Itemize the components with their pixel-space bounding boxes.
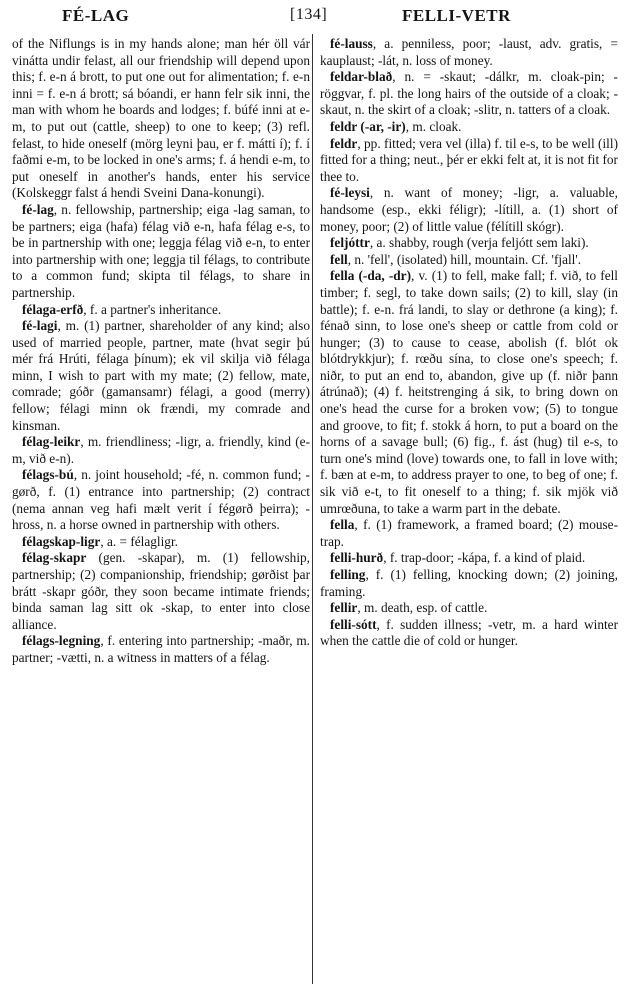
dictionary-entry bbox=[320, 600, 618, 617]
entry-text: (gen. -skapar), m. (1) fellowship, partnership; (2) companionship, friendship; gørðist þar brátt -skapr góðr, they soon became intimate friends; binda saman lag sitt ok -skap, to enter into close alliance. bbox=[12, 550, 310, 632]
entry-headword: fé-lauss bbox=[330, 36, 373, 51]
entry-text: , f. (1) felling, knocking down; (2) joining, framing. bbox=[320, 567, 618, 599]
entry-headword: félaga-erfð bbox=[22, 301, 84, 317]
entry-headword: fella bbox=[330, 517, 355, 533]
dictionary-entry bbox=[320, 252, 618, 269]
dictionary-entry bbox=[320, 235, 618, 252]
entry-text: , m. death, esp. of cattle. bbox=[357, 600, 488, 616]
dictionary-entry bbox=[320, 517, 618, 550]
entry-headword: fé-lag bbox=[22, 201, 54, 217]
entry-headword: fé-leysi bbox=[330, 185, 370, 201]
entry-headword: félag-leikr bbox=[22, 434, 81, 450]
entry-text: of the Niflungs is in my hands alone; man hér öll vár vinátta undir felast, all our friendship will depend upon this; f. e-n á brott, to put one out for alimentation; f. e-n inni = f. e-n á brott; sá bóandi, er hann felr sik inni, the man with whom he boards and lodges; f. búfé inni at e-m, to put out (cattle, sheep) to one to keep; (3) refl. felast, to hide oneself (mörg leyni þau, er f. mátti í); f. í faðmi e-m, to be locked in one's arms; f. á hendi e-m, to put oneself in another's hands, enter his service (Kolskeggr falst á hendi Sveini Dana-konungi). bbox=[12, 36, 310, 201]
dictionary-entry bbox=[12, 302, 310, 319]
dictionary-entry bbox=[320, 617, 618, 650]
entry-headword: fella (-da, -dr) bbox=[330, 268, 412, 284]
entry-text: , pp. fitted; vera vel (illa) f. til e-s, to be well (ill) fitted for a thing; neut., þér er ekki felt at, it is not fit for thee to. bbox=[320, 135, 618, 184]
dictionary-entry bbox=[320, 567, 618, 600]
entry-text: , m. friendliness; -ligr, a. friendly, kind (e-m, við e-n). bbox=[12, 434, 310, 466]
dictionary-entry bbox=[320, 119, 618, 136]
dictionary-entry bbox=[12, 633, 310, 666]
dictionary-entry bbox=[12, 534, 310, 551]
dictionary-entry bbox=[320, 268, 618, 517]
dictionary-entry bbox=[12, 467, 310, 533]
entry-text: , f. (1) framework, a framed board; (2) mouse-trap. bbox=[320, 517, 618, 549]
dictionary-entry bbox=[320, 36, 618, 69]
right-column bbox=[320, 36, 618, 650]
left-column bbox=[12, 36, 310, 667]
page-number: [134] bbox=[290, 6, 328, 23]
entry-text: , m. cloak. bbox=[405, 118, 462, 134]
dictionary-entry bbox=[12, 202, 310, 302]
entry-headword: félag-skapr bbox=[22, 550, 87, 566]
dictionary-entry bbox=[320, 550, 618, 567]
entry-text: , a. penniless, poor; -laust, adv. gratis, = kauplaust; -lát, n. loss of money. bbox=[320, 36, 618, 68]
entry-headword: feldr (-ar, -ir) bbox=[330, 118, 406, 134]
entry-text: , n. 'fell', (isolated) hill, mountain. Cf. 'fjall'. bbox=[347, 251, 582, 267]
entry-headword: felli-sótt bbox=[330, 616, 377, 632]
entry-text: , a. = félagligr. bbox=[100, 533, 178, 549]
header-left-guideword: FÉ-LAG bbox=[62, 6, 130, 25]
entry-headword: felling bbox=[330, 567, 366, 582]
dictionary-entry bbox=[320, 185, 618, 235]
entry-headword: feljóttr bbox=[330, 235, 370, 251]
entry-headword: félags-legning bbox=[22, 633, 101, 649]
dictionary-entry bbox=[12, 434, 310, 467]
entry-text: , n. = -skaut; -dálkr, m. cloak-pin; -röggvar, f. pl. the long hairs of the outside of a cloak; -skaut, n. the skirt of a cloak; -slitr, n. tatters of a cloak. bbox=[320, 69, 618, 118]
dictionary-entry bbox=[12, 550, 310, 633]
entry-headword: félagskap-ligr bbox=[22, 533, 101, 549]
dictionary-entry bbox=[320, 69, 618, 119]
dictionary-entry bbox=[12, 318, 310, 434]
entry-text: , a. shabby, rough (verja feljótt sem laki). bbox=[369, 235, 589, 251]
entry-text: , v. (1) to fell, make fall; f. við, to fell timber; f. segl, to take down sails; (2) to kill, slay (in battle); f. e-n. frá landi, to slay or dethrone (a king); f. fénað sinn, to lose one's sheep or cattle from cold or hunger; (3) to cause to cease, abolish (f. blót ok blótdrykkjur); f. rœðu sína, to close one's speech; f. niðr, to put an end to, abandon, give up (f. niðr þann átrúnað); (4) f. heitstrenging á sik, to bring down on one's head the curse for a broken vow; (5) to tongue and groove, to fit; f. stokk á horn, to put a board on the horns of a savage bull; (6) fig., f. ást (hug) til e-s, to turn one's mind (love) towards one, to fall in love with; f. bæn at e-m, to address prayer to one, to beg of one; f. sik við e-t, to fit oneself to a thing; f. sik mjök við umrœðuna, to take a warm part in the debate. bbox=[320, 268, 618, 516]
entry-headword: félags-bú bbox=[22, 467, 74, 483]
entry-text: , n. fellowship, partnership; eiga -lag saman, to be partners; eiga (hafa) félag við e-n, hafa félag e-s, to be in partnership with one; leggja félag við e-n, to enter into partnership with one; leggja til félags, to contribute to a common fund; skipta til félags, to share in partnership. bbox=[12, 201, 310, 300]
entry-headword: feldr bbox=[330, 135, 358, 151]
entry-text: , n. want of money; -ligr, a. valuable, handsome (esp., ekki féligr); -lítill, a. (1) short of money, poor; (2) of little value (félítill skógr). bbox=[320, 185, 618, 234]
entry-headword: feldar-blað bbox=[330, 69, 393, 85]
page-header bbox=[0, 6, 625, 30]
entry-text: , n. joint household; -fé, n. common fund; -gørð, f. (1) entrance into partnership; (2) contract (nema annan veg hafi mælt verit í fégørð þeirra); -hross, n. a horse owned in partnership with others. bbox=[12, 467, 310, 533]
entry-text: , f. sudden illness; -vetr, m. a hard winter when the cattle die of cold or hunger. bbox=[320, 616, 618, 649]
entry-headword: fellir bbox=[330, 600, 358, 616]
entry-text: , f. entering into partnership; -maðr, m. partner; -vætti, n. a witness in matters of a félag. bbox=[12, 633, 310, 665]
entry-headword: felli-hurð bbox=[330, 550, 384, 566]
entry-continuation bbox=[12, 36, 310, 202]
entry-text: , m. (1) partner, shareholder of any kind; also used of married people, partner, mate (hvat segir þú mér frá Hrúti, félaga þínum); ek vil skilja við félaga minn, I wish to part with my mate; (2) fellow, mate, comrade; góðr (gamansamr) félagi, a good (merry) fellow; félagi minn ok frændi, my comrade and kinsman. bbox=[12, 318, 310, 433]
header-right-guideword: FELLI-VETR bbox=[402, 6, 511, 25]
entry-headword: fell bbox=[330, 251, 348, 267]
entry-text: , f. trap-door; -kápa, f. a kind of plaid. bbox=[383, 550, 586, 566]
entry-headword: fé-lagi bbox=[22, 318, 58, 334]
column-divider bbox=[312, 34, 313, 984]
dictionary-entry bbox=[320, 136, 618, 186]
entry-text: , f. a partner's inheritance. bbox=[83, 301, 222, 317]
